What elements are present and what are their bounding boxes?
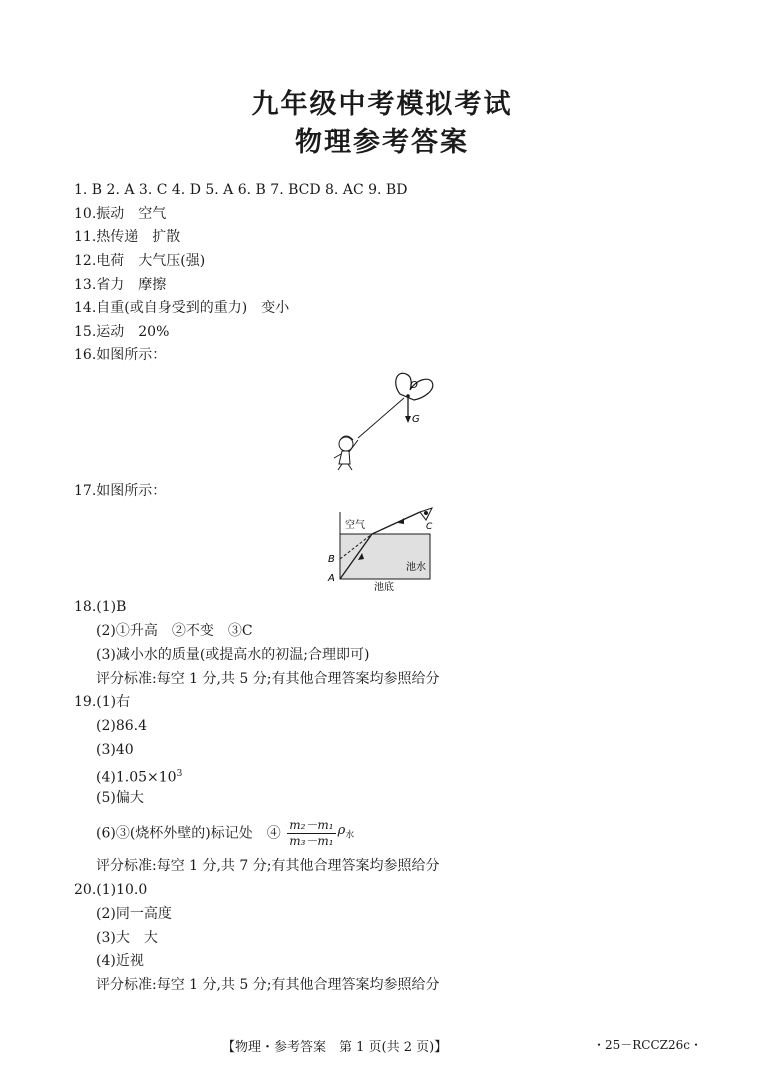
- answer-18-1: 18.(1)B: [74, 599, 127, 615]
- answer-key-title: 物理参考答案: [295, 127, 469, 158]
- label-o: O: [410, 380, 418, 391]
- answer-20-2: (2)同一高度: [96, 906, 172, 922]
- exam-title: 九年级中考模拟考试: [251, 89, 513, 120]
- label-g: G: [412, 414, 420, 425]
- density-fraction: $\frac{\text{m₂－m₁}}{\text{m₃－m₁}}$: [289, 818, 334, 848]
- answer-16: 16.如图所示：: [74, 347, 167, 363]
- air-label: 空气: [345, 520, 365, 531]
- label-b: B: [328, 554, 335, 565]
- answer-19-6: (6)③(烧杯外壁的)标记处 ④ $\frac{\text{m₂－m₁}}{\text{m₃－m₁}}$ $\rho_水$: [96, 818, 355, 848]
- score-note-20: 评分标准:每空 1 分,共 5 分;有其他合理答案均参照给分: [96, 977, 440, 993]
- refraction-figure: [320, 504, 450, 594]
- answer-10: 10.振动 空气: [74, 206, 167, 222]
- answer-15: 15.运动 20%: [74, 324, 170, 340]
- footer-code: ・25－RCCZ26c・: [593, 1038, 702, 1052]
- answer-20-1: 20.(1)10.0: [74, 882, 148, 898]
- answer-11: 11.热传递 扩散: [74, 229, 181, 245]
- answer-20-3: (3)大 大: [96, 930, 158, 946]
- answer-12: 12.电荷 大气压(强): [74, 253, 206, 269]
- answer-19-1: 19.(1)右: [74, 694, 131, 710]
- answers-1-9: 1. B 2. A 3. C 4. D 5. A 6. B 7. BCD 8. AC 9. BD: [74, 182, 408, 198]
- answer-19-4: $(4)1.05\times 10^3$: [96, 769, 183, 786]
- answer-17: 17.如图所示：: [74, 483, 167, 499]
- answer-19-2: (2)86.4: [96, 718, 148, 734]
- score-note-19: 评分标准:每空 1 分,共 7 分;有其他合理答案均参照给分: [96, 858, 440, 874]
- score-note-18: 评分标准:每空 1 分,共 5 分;有其他合理答案均参照给分: [96, 671, 440, 687]
- answer-19-5: (5)偏大: [96, 790, 144, 806]
- label-a: A: [328, 573, 335, 584]
- kite-figure: [320, 366, 440, 476]
- answer-20-4: (4)近视: [96, 953, 144, 969]
- answer-14: 14.自重(或自身受到的重力) 变小: [74, 300, 290, 316]
- label-c: C: [426, 522, 433, 532]
- water-label: 池水: [406, 562, 426, 573]
- answer-18-3: (3)减小水的质量(或提高水的初温;合理即可): [96, 647, 370, 663]
- answer-19-3: (3)40: [96, 742, 134, 758]
- answer-18-2: (2)①升高 ②不变 ③C: [96, 623, 253, 639]
- page-footer: 【物理・参考答案 第 1 页(共 2 页)】: [222, 1040, 448, 1055]
- answer-13: 13.省力 摩擦: [74, 277, 167, 293]
- bottom-label: 池底: [374, 582, 394, 593]
